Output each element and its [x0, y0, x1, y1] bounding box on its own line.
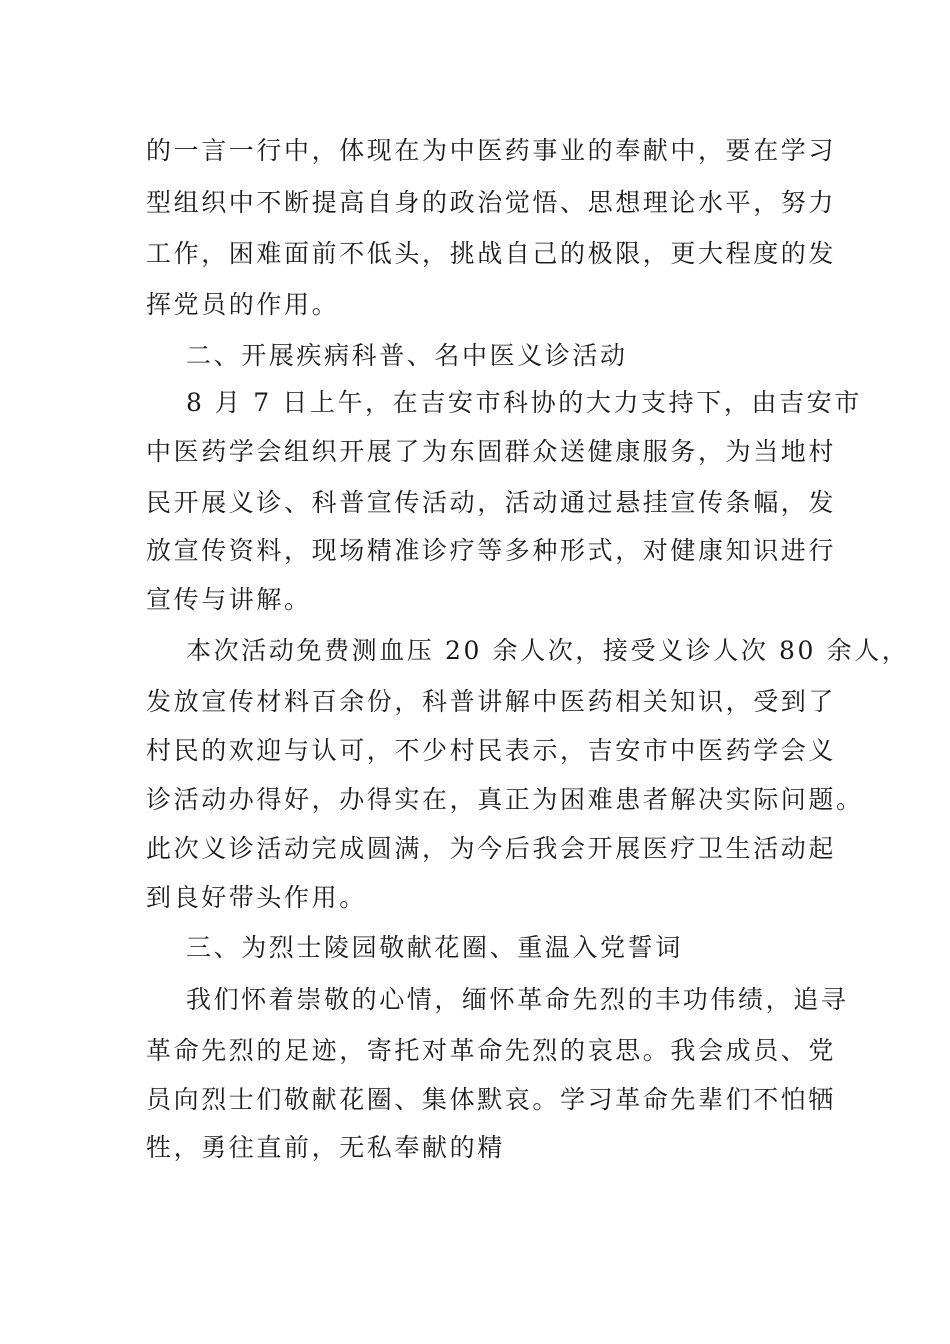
text-line: 牲，勇往直前，无私奉献的精 — [146, 1133, 505, 1162]
text-line: 发放宣传材料百余份，科普讲解中医药相关知识，受到了 — [146, 687, 837, 716]
text-line: 诊活动办得好，办得实在，真正为困难患者解决实际问题。 — [146, 785, 864, 814]
text-line: 中医药学会组织开展了为东固群众送健康服务，为当地村 — [146, 437, 837, 466]
text-line: 的一言一行中，体现在为中医药事业的奉献中，要在学习 — [146, 136, 837, 165]
text-line: 此次义诊活动完成圆满，为今后我会开展医疗卫生活动起 — [146, 834, 837, 863]
text-line: 革命先烈的足迹，寄托对革命先烈的哀思。我会成员、党 — [146, 1036, 837, 1065]
text-line: 民开展义诊、科普宣传活动，活动通过悬挂宣传条幅，发 — [146, 488, 837, 517]
text-line: 工作，困难面前不低头，挑战自己的极限，更大程度的发 — [146, 239, 837, 268]
text-line: 挥党员的作用。 — [146, 290, 340, 319]
paragraph-first-line: 我们怀着崇敬的心情，缅怀革命先烈的丰功伟绩，追寻 — [186, 985, 849, 1014]
section-heading: 二、开展疾病科普、名中医义诊活动 — [186, 341, 628, 370]
text-line: 宣传与讲解。 — [146, 585, 312, 614]
paragraph-first-line: 8 月 7 日上午，在吉安市科协的大力支持下，由吉安市 — [186, 388, 862, 417]
paragraph-first-line: 本次活动免费测血压 20 余人次，接受义诊人次 80 余人， — [186, 636, 910, 665]
text-line: 员向烈士们敬献花圈、集体默哀。学习革命先辈们不怕牺 — [146, 1085, 837, 1114]
text-line: 到良好带头作用。 — [146, 883, 367, 912]
section-heading: 三、为烈士陵园敬献花圈、重温入党誓词 — [186, 933, 683, 962]
text-line: 型组织中不断提高自身的政治觉悟、思想理论水平，努力 — [146, 188, 837, 217]
text-line: 放宣传资料，现场精准诊疗等多种形式，对健康知识进行 — [146, 536, 837, 565]
text-line: 村民的欢迎与认可，不少村民表示，吉安市中医药学会义 — [146, 736, 837, 765]
